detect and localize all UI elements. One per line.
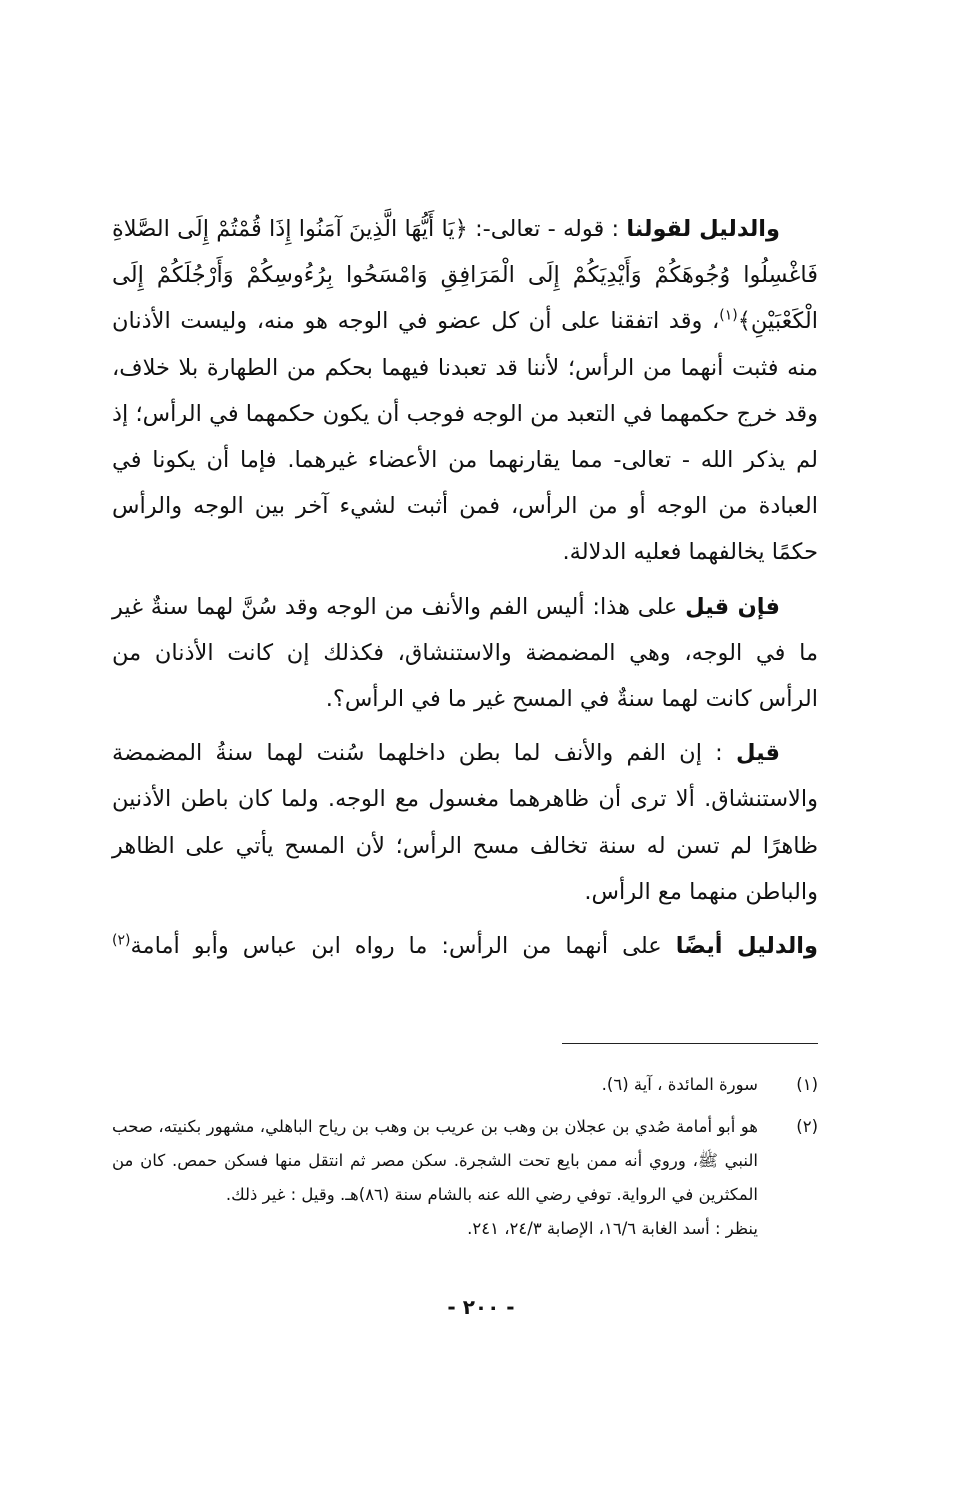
footnote-divider [562, 1043, 818, 1044]
paragraph-answer [112, 730, 818, 915]
page-number: - ٢٠٠ - [447, 1295, 515, 1319]
footnote-text: هو أبو أمامة صُدي بن عجلان بن وهب بن عريب بن وهب بن رياح الباهلي، مشهور بكنيته، صحب النبي ﷺ، وروي أنه ممن بايع تحت الشجرة. سكن مصر ثم انتقل منها فسكن حمص. كان من المكثرين في الرواية. توفي رضي الله عنه بالشام سنة (٨٦)هـ. وقيل : غير ذلك. [112, 1117, 758, 1204]
paragraph-lead: والدليل أيضًا [675, 933, 818, 960]
footnote-1 [112, 1068, 818, 1102]
paragraph-text: على هذا: أليس الفم والأنف من الوجه وقد سُنَّ لهما سنةٌ غير ما في الوجه، وهي المضمضة والاستنشاق، فكذلك إن كانت الأذنان من الرأس كانت لهما سنةٌ في المسح غير ما في الرأس؟. [112, 593, 818, 713]
paragraph-text: على أنهما من الرأس: ما رواه ابن عباس وأبو أمامة [130, 933, 676, 960]
paragraph-evidence-also [112, 923, 818, 969]
footnote-2 [112, 1110, 818, 1246]
footnote-text: سورة المائدة ، آية (٦). [601, 1075, 758, 1094]
paragraph-evidence [112, 206, 818, 576]
main-text [112, 206, 818, 969]
paragraph-lead: والدليل لقولنا [626, 216, 780, 242]
footnote-body [112, 1110, 758, 1246]
footnote-number: (١) [796, 1075, 818, 1094]
footnote-number: (٢) [796, 1117, 818, 1136]
paragraph-objection [112, 584, 818, 723]
paragraph-text: : قوله - تعالى-: ﴿يَا أَيُّهَا الَّذِينَ آمَنُوا إِذَا قُمْتُمْ إِلَى الصَّلاةِ فَاغْسِلُوا وُجُوهَكُمْ وَأَيْدِيَكُمْ إِلَى الْمَرَافِقِ وَامْسَحُوا بِرُءُوسِكُمْ وَأَرْجُلَكُمْ إِلَى الْكَعْبَيْنِ﴾ [112, 216, 818, 335]
footnotes [112, 1068, 818, 1246]
paragraph-lead: فإن قيل [685, 593, 780, 620]
footnote-ref-2[interactable]: (٢) [112, 932, 131, 949]
paragraph-lead: قيل [735, 740, 780, 767]
footnote-reference-line: ينظر : أسد الغابة ١٦/٦، الإصابة ٢٤/٣، ٢٤١. [467, 1219, 758, 1238]
paragraph-text: : إن الفم والأنف لما بطن داخلهما سُنت لهما سنةُ المضمضة والاستنشاق. ألا ترى أن ظاهرهما مغسول مع الوجه. ولما كان باطن الأذنين ظاهرًا لم تسن له سنة تخالف مسح الرأس؛ لأن المسح يأتي على الظاهر والباطن منهما مع الرأس. [112, 740, 818, 905]
paragraph-text-rest: ، وقد اتفقنا على أن كل عضو في الوجه هو منه، وليست الأذنان منه فثبت أنهما من الرأس؛ لأننا قد تعبدنا فيهما بحكم من الطهارة بلا خلاف، وقد خرج حكمهما في التعبد من الوجه فوجب أن يكون حكمهما في الرأس؛ إذ لم يذكر الله - تعالى- مما يقارنهما من الأعضاء غيرهما. فإما أن يكونا في العبادة من الوجه أو من الرأس، فمن أثبت لشيء آخر بين الوجه والرأس حكمًا يخالفهما فعليه الدلالة. [112, 308, 818, 566]
footnote-ref-1[interactable]: (١) [719, 307, 738, 324]
